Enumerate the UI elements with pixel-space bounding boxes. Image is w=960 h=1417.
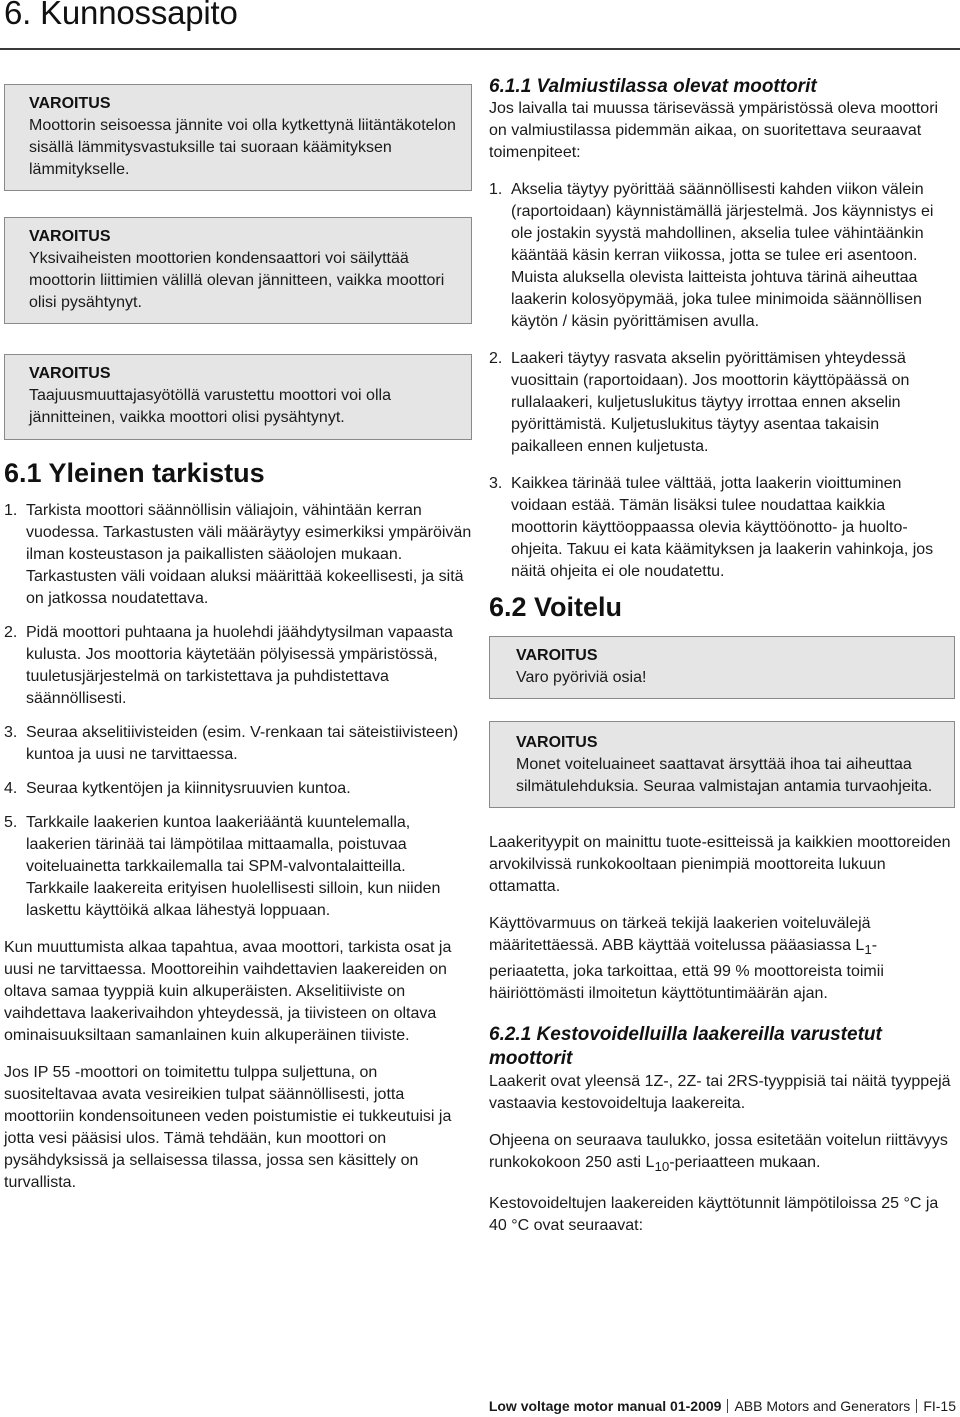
paragraph-reliability: [489, 913, 955, 1005]
warning-title: VAROITUS: [29, 365, 111, 382]
paragraph-sealed-bearings: Laakerit ovat yleensä 1Z-, 2Z- tai 2RS-tyyppisiä tai näitä tyyppejä vastaavia kestovoideltuja laakereita.: [489, 1073, 951, 1113]
item-number: 5.: [4, 814, 18, 831]
warning-box-capacitor: [4, 217, 472, 324]
paragraph-table-intro: [489, 1130, 955, 1178]
item-number: 1.: [4, 502, 18, 519]
item-text: Tarkkaile laakerien kuntoa laakeriääntä kuuntelemalla, laakerien tärinää tai lämpötilaa mittaamalla, poistuvaa voiteluainetta tarkkailemalla tai SPM-valvontalaitteilla. Tarkkaile laakereita erityisen huolellisesti silloin, kun niiden laskettu käyttöikä alkaa lähestyä loppuaan.: [26, 814, 441, 919]
item-text: Pidä moottori puhtaana ja huolehdi jäähdytysilman vapaasta kulusta. Jos moottoria käytetään pölyisessä ympäristössä, tuuletusjärjestelmä on tarkistettava ja puhdistettava säännöllisesti.: [26, 624, 453, 707]
footer-page-number: FI-15: [923, 1398, 956, 1414]
warning-title: VAROITUS: [516, 647, 598, 664]
subscript: 1: [864, 942, 872, 958]
item-number: 2.: [489, 350, 503, 367]
item-number: 3.: [489, 475, 503, 492]
text-fragment: Käyttövarmuus on tärkeä tekijä laakerien voiteluvälejä määritettäessä. ABB käyttää voitelussa pääasiassa L: [489, 915, 871, 954]
list-item: [4, 778, 472, 800]
warning-text: Varo pyöriviä osia!: [516, 669, 647, 686]
section-heading-6-2-1: 6.2.1 Kestovoidelluilla laakereilla varustetut moottorit: [489, 1024, 882, 1070]
footer-manual-title: Low voltage motor manual 01-2009: [488, 1398, 722, 1414]
section-heading-6-1: 6.1 Yleinen tarkistus: [4, 458, 265, 488]
page-footer: [489, 1398, 956, 1414]
title-divider: [0, 48, 960, 50]
warning-box-rotating-parts: [489, 636, 955, 699]
text-fragment: Ohjeena on seuraava taulukko, jossa esitetään voitelun riittävyys runkokokoon 250 asti L: [489, 1132, 948, 1172]
list-item: [489, 348, 955, 458]
item-text: Laakeri täytyy rasvata akselin pyörittämisen yhteydessä vuosittain (raportoidaan). Jos moottorin käyttöpäässä on rullalaakeri, kuljetuslukitus täytyy irrottaa ennen akselin pyörittämistä. Kuljetuslukitus täytyy asentaa takaisin paikalleen ennen kuljetusta.: [511, 350, 910, 455]
item-text: Kaikkea tärinää tulee välttää, jotta laakerin vioittuminen voidaan estää. Tämän lisäksi tulee noudattaa kaikkia moottorin käyttöoppaassa olevia käyttöönotto- ja huolto-ohjeita. Takuu ei kata käämityksen ja laakerin vahinkoja, jos näitä ohjeita ei ole noudatettu.: [511, 475, 934, 580]
warning-box-standstill-voltage: [4, 84, 472, 191]
right-column: [489, 76, 955, 1237]
footer-separator: [727, 1399, 728, 1413]
footer-company: ABB Motors and Generators: [734, 1398, 911, 1414]
item-text: Tarkista moottori säännöllisin väliajoin, vähintään kerran vuodessa. Tarkastusten väli määräytyy esimerkiksi ympäröivän ilman kosteustason ja paikallisten sääolojen mukaan. Tarkastusten väli voidaan aluksi määrittää kokeellisesti, ja sitä on jatkossa noudatettava.: [26, 502, 472, 607]
item-text: Seuraa kytkentöjen ja kiinnitysruuvien kuntoa.: [26, 780, 351, 797]
paragraph-drain-plugs: Jos IP 55 -moottori on toimitettu tulppa suljettuna, on suositeltavaa avata vesireikien tulpat säännöllisesti, jotta moottoriin kondensoituneen veden poistumistie ei tukkeutuisi ja jotta vesi pääsisi ulos. Tämä tehdään, kun moottori on pysähdyksissä ja sellaisessa tilassa, jossa sen käsittely on turvallista.: [4, 1064, 452, 1191]
section-heading-6-1-1: 6.1.1 Valmiustilassa olevat moottorit: [489, 76, 817, 97]
item-text: Akselia täytyy pyörittää säännöllisesti kahden viikon välein (raportoidaan) käynnistämällä järjestelmä. Jos käynnistys ei ole jostakin syystä mahdollinen, akselia tulee vähintäänkin kääntää käsin kerran viikossa, jotta se tulee eri asentoon. Muista aluksella olevista laitteista johtuva tärinä aiheuttaa laakerin kolosyöpymää, joka tulee minimoida säännöllisen käytön / käsin pyörittämisen avulla.: [511, 181, 934, 330]
item-text: Seuraa akselitiivisteiden (esim. V-renkaan tai säteistiivisteen) kuntoa ja uusi ne tarvittaessa.: [26, 724, 459, 763]
text-fragment: -periaatteen mukaan.: [669, 1154, 821, 1172]
page-title: 6. Kunnossapito: [4, 0, 238, 31]
warning-box-frequency-converter: [4, 354, 472, 440]
list-item: [4, 722, 472, 766]
warning-text: Monet voiteluaineet saattavat ärsyttää ihoa tai aiheuttaa silmätulehduksia. Seuraa valmistajan antamia turvaohjeita.: [516, 756, 933, 795]
item-number: 3.: [4, 724, 18, 741]
warning-box-lubricants: [489, 721, 955, 808]
warning-text: Taajuusmuuttajasyötöllä varustettu moottori voi olla jännitteinen, vaikka moottori olisi pysähtynyt.: [29, 387, 391, 426]
section-heading-6-2: 6.2 Voitelu: [489, 592, 623, 622]
item-number: 2.: [4, 624, 18, 641]
text-fragment: -periaatetta, joka tarkoittaa, että 99 % moottoreista toimii häiriöttömästi ilmoitetun käyttötuntimäärän ajan.: [489, 937, 884, 1003]
warning-title: VAROITUS: [29, 95, 111, 112]
warning-text: Moottorin seisoessa jännite voi olla kytkettynä liitäntäkotelon sisällä lämmitysvastuksille tai suoraan käämityksen lämmitykselle.: [29, 117, 456, 178]
footer-separator: [916, 1399, 917, 1413]
subscript: 10: [654, 1159, 670, 1175]
warning-text: Yksivaiheisten moottorien kondensaattori voi säilyttää moottorin liittimien välillä olevan jännitteen, vaikka moottori olisi pysähtynyt.: [29, 250, 445, 311]
list-item: [489, 179, 955, 333]
warning-title: VAROITUS: [29, 228, 111, 245]
paragraph-bearing-types: Laakerityypit on mainittu tuote-esitteissä ja kaikkien moottoreiden arvokilvissä runkokooltaan pienimpiä moottoreita lukuun ottamatta.: [489, 834, 951, 895]
item-number: 4.: [4, 780, 18, 797]
paragraph-bearing-replacement: Kun muuttumista alkaa tapahtua, avaa moottori, tarkista osat ja uusi ne tarvittaessa. Moottoreihin vaihdettavien laakereiden on oltava samaa tyyppiä kuin alkuperäisten. Akselitiiviste on vaihdettava laakerivaihdon yhteydessä, ja tiivisteen on oltava ominaisuuksiltaan samanlainen kuin alkuperäinen tiiviste.: [4, 939, 452, 1044]
paragraph-standby-intro: Jos laivalla tai muussa tärisevässä ympäristössä oleva moottori on valmiustilassa pidemmän aikaa, on suoritettava seuraavat toimenpiteet:: [489, 100, 939, 161]
left-column: [4, 62, 472, 1194]
warning-title: VAROITUS: [516, 734, 598, 751]
list-item: [4, 812, 472, 922]
paragraph-operating-hours: Kestovoideltujen laakereiden käyttötunnit lämpötiloissa 25 °C ja 40 °C ovat seuraavat:: [489, 1195, 939, 1235]
list-item: [4, 500, 472, 610]
list-item: [4, 622, 472, 710]
inspection-steps-list: [4, 500, 472, 922]
item-number: 1.: [489, 181, 503, 198]
standby-steps-list: [489, 179, 955, 583]
list-item: [489, 473, 955, 583]
